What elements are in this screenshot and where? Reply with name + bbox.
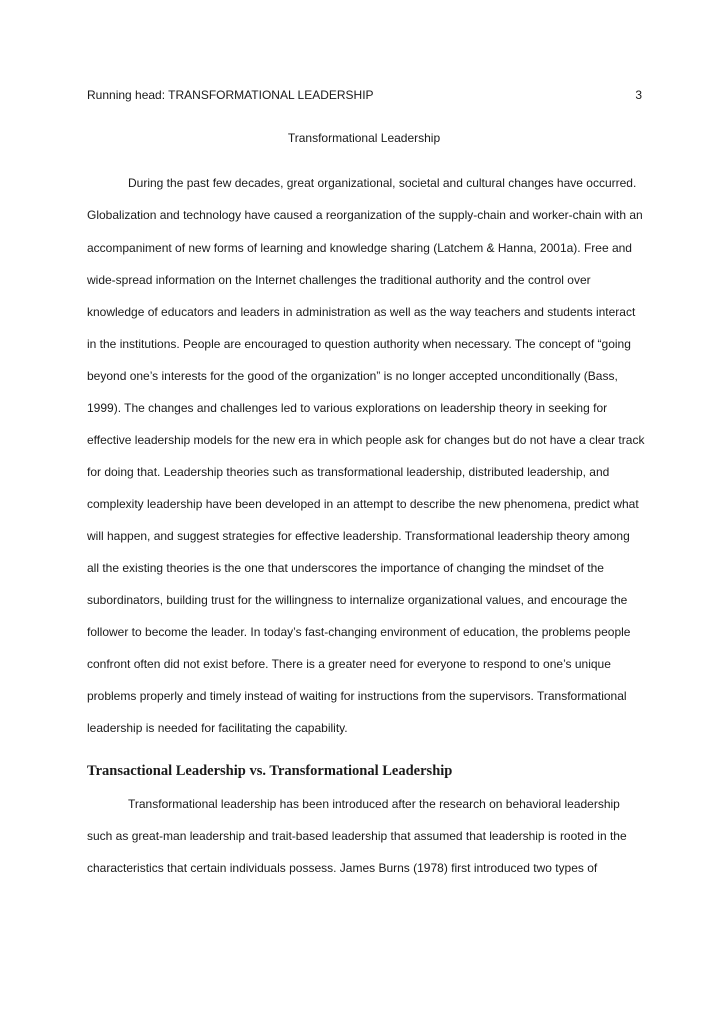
paragraph-line: for doing that. Leadership theories such as transformational leadership, distributed leadership, and [87, 465, 610, 479]
document-title: Transformational Leadership [287, 131, 441, 145]
paragraph-line: problems properly and timely instead of waiting for instructions from the supervisors. Transformational [87, 689, 627, 703]
paragraph-line: complexity leadership have been developed in an attempt to describe the new phenomena, predict what [87, 497, 639, 511]
paragraph-line: in the institutions. People are encouraged to question authority when necessary. The concept of “going [87, 337, 631, 351]
paragraph-line: characteristics that certain individuals possess. James Burns (1978) first introduced two types of [87, 861, 598, 875]
paragraph-line: 1999). The changes and challenges led to various explorations on leadership theory in seeking for [87, 401, 608, 415]
paragraph-line: accompaniment of new forms of learning and knowledge sharing (Latchem & Hanna, 2001a). Free and [87, 241, 632, 255]
paragraph-line: follower to become the leader. In today’s fast-changing environment of education, the problems people [87, 625, 631, 639]
paragraph-line: Globalization and technology have caused a reorganization of the supply-chain and worker-chain with an [87, 208, 643, 222]
paragraph-line: all the existing theories is the one that underscores the importance of changing the mindset of the [87, 561, 604, 575]
paragraph-line: beyond one’s interests for the good of the organization” is no longer accepted unconditionally (Bass, [87, 369, 618, 383]
paragraph-line: subordinators, building trust for the willingness to internalize organizational values, and encourage the [87, 593, 628, 607]
paragraph-line: During the past few decades, great organizational, societal and cultural changes have occurred. [128, 176, 637, 190]
paragraph-line: such as great-man leadership and trait-based leadership that assumed that leadership is rooted in the [87, 829, 627, 843]
paragraph-line: knowledge of educators and leaders in administration as well as the way teachers and students interact [87, 305, 636, 319]
paragraph-line: leadership is needed for facilitating the capability. [87, 721, 348, 735]
paragraph-line: will happen, and suggest strategies for effective leadership. Transformational leadership theory among [87, 529, 630, 543]
running-head [87, 87, 642, 103]
page-number: 3 [635, 88, 642, 102]
paragraph-line: Transformational leadership has been introduced after the research on behavioral leadership [128, 797, 620, 811]
paragraph-line: confront often did not exist before. There is a greater need for everyone to respond to one’s unique [87, 657, 611, 671]
running-head-text: Running head: TRANSFORMATIONAL LEADERSHIP [87, 88, 374, 102]
section-heading: Transactional Leadership vs. Transformational Leadership [87, 763, 453, 779]
paragraph-line: wide-spread information on the Internet challenges the traditional authority and the control over [87, 273, 591, 287]
paragraph-line: effective leadership models for the new era in which people ask for changes but do not have a clear track [87, 433, 645, 447]
